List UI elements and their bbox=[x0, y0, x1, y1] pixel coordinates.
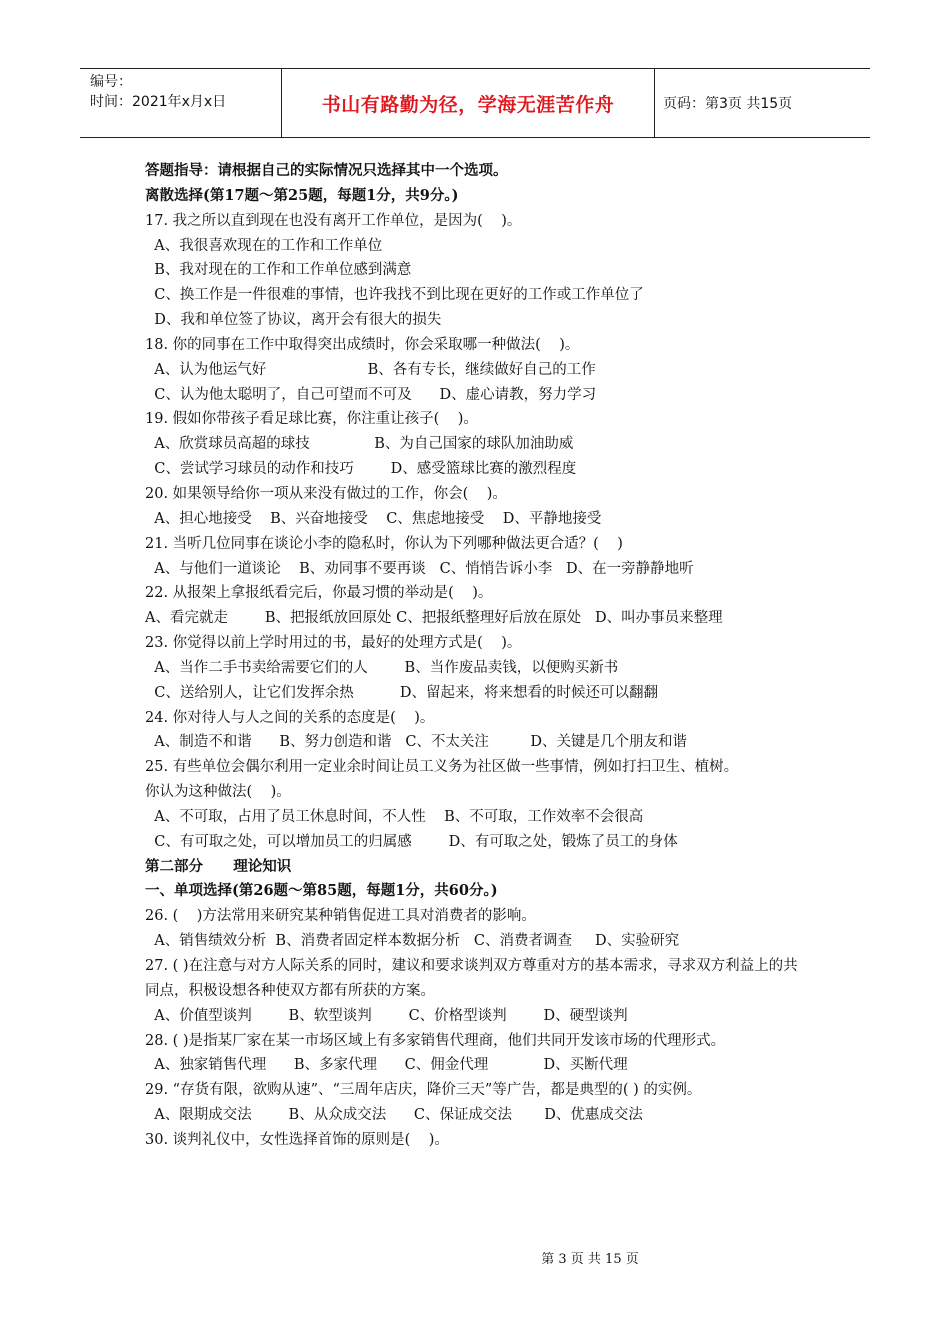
question-23: 23. 你觉得以前上学时用过的书，最好的处理方式是( )。 bbox=[145, 635, 522, 652]
page-footer: 第 3 页 共 15 页 bbox=[541, 1252, 639, 1267]
option-line: C、送给别人，让它们发挥余热 D、留起来，将来想看的时候还可以翻翻 bbox=[145, 684, 659, 701]
option-line: A、销售绩效分析 B、消费者固定样本数据分析 C、消费者调查 D、实验研究 bbox=[145, 933, 680, 950]
answer-guide: 答题指导：请根据自己的实际情况只选择其中一个选项。 bbox=[145, 162, 508, 179]
question-17: 17. 我之所以直到现在也没有离开工作单位，是因为( )。 bbox=[145, 212, 522, 229]
question-27: 27. ( )在注意与对方人际关系的同时，建议和要求谈判双方尊重对方的基本需求，寻求双方利益上的共同点，积极设想各种使双方都有所获的方案。 bbox=[145, 958, 798, 999]
option-line: A、我很喜欢现在的工作和工作单位 bbox=[145, 237, 383, 254]
header-page-info: 页码：第3页 共15页 bbox=[663, 96, 793, 112]
question-26: 26. ( )方法常用来研究某种销售促进工具对消费者的影响。 bbox=[145, 908, 536, 925]
option-line: A、担心地接受 B、兴奋地接受 C、焦虑地接受 D、平静地接受 bbox=[145, 510, 602, 527]
option-line: C、有可取之处，可以增加员工的归属感 D、有可取之处，锻炼了员工的身体 bbox=[145, 833, 678, 850]
header-motto: 书山有路勤为径，学海无涯苦作舟 bbox=[282, 69, 655, 137]
option-line: C、尝试学习球员的动作和技巧 D、感受篮球比赛的激烈程度 bbox=[145, 461, 577, 478]
option-line: A、与他们一道谈论 B、劝同事不要再谈 C、悄悄告诉小李 D、在一旁静静地听 bbox=[145, 560, 694, 577]
question-25: 25. 有些单位会偶尔利用一定业余时间让员工义务为社区做一些事情，例如打扫卫生、植树。 bbox=[145, 759, 739, 776]
question-30: 30. 谈判礼仪中，女性选择首饰的原则是( )。 bbox=[145, 1131, 449, 1148]
option-line: A、欣赏球员高超的球技 B、为自己国家的球队加油助威 bbox=[145, 436, 574, 453]
section-heading: 离散选择(第17题～第25题，每题1分，共9分。) bbox=[145, 186, 459, 204]
question-content bbox=[145, 159, 809, 1153]
question-22: 22. 从报架上拿报纸看完后，你最习惯的举动是( )。 bbox=[145, 585, 493, 602]
part-heading: 第二部分 理论知识 bbox=[145, 857, 292, 875]
question-20: 20. 如果领导给你一项从来没有做过的工作，你会( )。 bbox=[145, 485, 507, 502]
option-line: D、我和单位签了协议，离开会有很大的损失 bbox=[145, 312, 442, 329]
document-number-label: 编号： bbox=[90, 74, 132, 90]
section-heading: 一、单项选择(第26题～第85题，每题1分，共60分。) bbox=[145, 882, 498, 900]
option-line: C、认为他太聪明了，自己可望而不可及 D、虚心请教，努力学习 bbox=[145, 386, 597, 403]
option-line: A、限期成交法 B、从众成交法 C、保证成交法 D、优惠成交法 bbox=[145, 1107, 643, 1124]
page-header bbox=[80, 68, 870, 138]
question-29: 29. “存货有限，欲购从速”、“三周年店庆，降价三天”等广告，都是典型的( ) 的实例。 bbox=[145, 1082, 702, 1099]
question-19: 19. 假如你带孩子看足球比赛，你注重让孩子( )。 bbox=[145, 411, 478, 428]
question-24: 24. 你对待人与人之间的关系的态度是( )。 bbox=[145, 709, 435, 726]
option-line: A、独家销售代理 B、多家代理 C、佣金代理 D、买断代理 bbox=[145, 1057, 628, 1074]
document-date: 时间：2021年x月x日 bbox=[90, 94, 227, 110]
option-line: A、看完就走 B、把报纸放回原处 C、把报纸整理好后放在原处 D、叫办事员来整理 bbox=[145, 610, 723, 627]
option-line: A、认为他运气好 B、各有专长，继续做好自己的工作 bbox=[145, 361, 596, 378]
option-line: B、我对现在的工作和工作单位感到满意 bbox=[145, 262, 412, 279]
option-line: A、不可取，占用了员工休息时间，不人性 B、不可取，工作效率不会很高 bbox=[145, 808, 644, 825]
question-21: 21. 当听几位同事在谈论小李的隐私时，你认为下列哪种做法更合适？( ) bbox=[145, 535, 623, 552]
header-meta bbox=[80, 69, 282, 137]
question-25-prompt: 你认为这种做法( )。 bbox=[145, 784, 291, 801]
question-18: 18. 你的同事在工作中取得突出成绩时，你会采取哪一种做法( )。 bbox=[145, 336, 580, 353]
option-line: A、制造不和谐 B、努力创造和谐 C、不太关注 D、关键是几个朋友和谐 bbox=[145, 734, 688, 751]
question-28: 28. ( )是指某厂家在某一市场区域上有多家销售代理商，他们共同开发该市场的代理形式。 bbox=[145, 1032, 726, 1049]
option-line: C、换工作是一件很难的事情，也许我找不到比现在更好的工作或工作单位了 bbox=[145, 287, 644, 304]
option-line: A、当作二手书卖给需要它们的人 B、当作废品卖钱，以便购买新书 bbox=[145, 659, 619, 676]
option-line: A、价值型谈判 B、软型谈判 C、价格型谈判 D、硬型谈判 bbox=[145, 1007, 628, 1024]
